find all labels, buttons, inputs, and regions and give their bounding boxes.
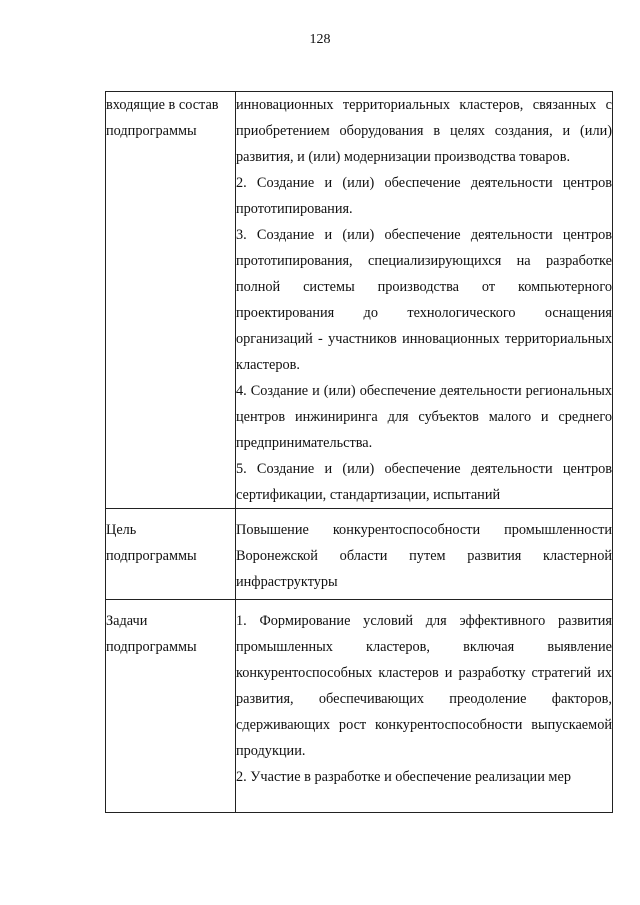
- label-line: Задачи: [106, 613, 148, 629]
- label-line: подпрограммы: [106, 548, 197, 564]
- row-label-tasks: [106, 600, 236, 813]
- row-content-tasks: [236, 600, 613, 813]
- subprogram-passport-table: [105, 91, 613, 813]
- row-content-goal: [236, 509, 613, 600]
- paragraph: 5. Создание и (или) обеспечение деятельности центров сертификации, стандартизации, испытаний: [236, 461, 612, 503]
- paragraph: 2. Участие в разработке и обеспечение реализации мер: [236, 769, 571, 785]
- label-line: подпрограммы: [106, 639, 197, 655]
- paragraph: Повышение конкурентоспособности промышленности Воронежской области путем развития кластерной инфраструктуры: [236, 522, 612, 590]
- table-row-goal: [106, 509, 613, 600]
- paragraph: 4. Создание и (или) обеспечение деятельности региональных центров инжиниринга для субъектов малого и среднего предпринимательства.: [236, 383, 612, 451]
- page-number: 128: [309, 32, 331, 47]
- paragraph: 1. Формирование условий для эффективного развития промышленных кластеров, включая выявление конкурентоспособных кластеров и разработку стратегий их развития, обеспечивающих преодоление факторов, сдерживающих рост конкурентоспособности выпускаемой продукции.: [236, 613, 612, 759]
- row-label-composition: [106, 92, 236, 509]
- row-content-composition: [236, 92, 613, 509]
- label-line: Цель: [106, 522, 137, 538]
- row-label-goal: [106, 509, 236, 600]
- label-line: входящие в состав: [106, 97, 219, 113]
- paragraph: инновационных территориальных кластеров, связанных с приобретением оборудования в целях создания, и (или) развития, и (или) модернизации производства товаров.: [236, 97, 612, 165]
- table-row-tasks: [106, 600, 613, 813]
- table-row-composition: [106, 92, 613, 509]
- label-line: подпрограммы: [106, 123, 197, 139]
- paragraph: 2. Создание и (или) обеспечение деятельности центров прототипирования.: [236, 175, 612, 217]
- paragraph: 3. Создание и (или) обеспечение деятельности центров прототипирования, специализирующихся на разработке полной системы производства от компьютерного проектирования до технологического оснащения организаций - участников инновационных территориальных кластеров.: [236, 227, 612, 373]
